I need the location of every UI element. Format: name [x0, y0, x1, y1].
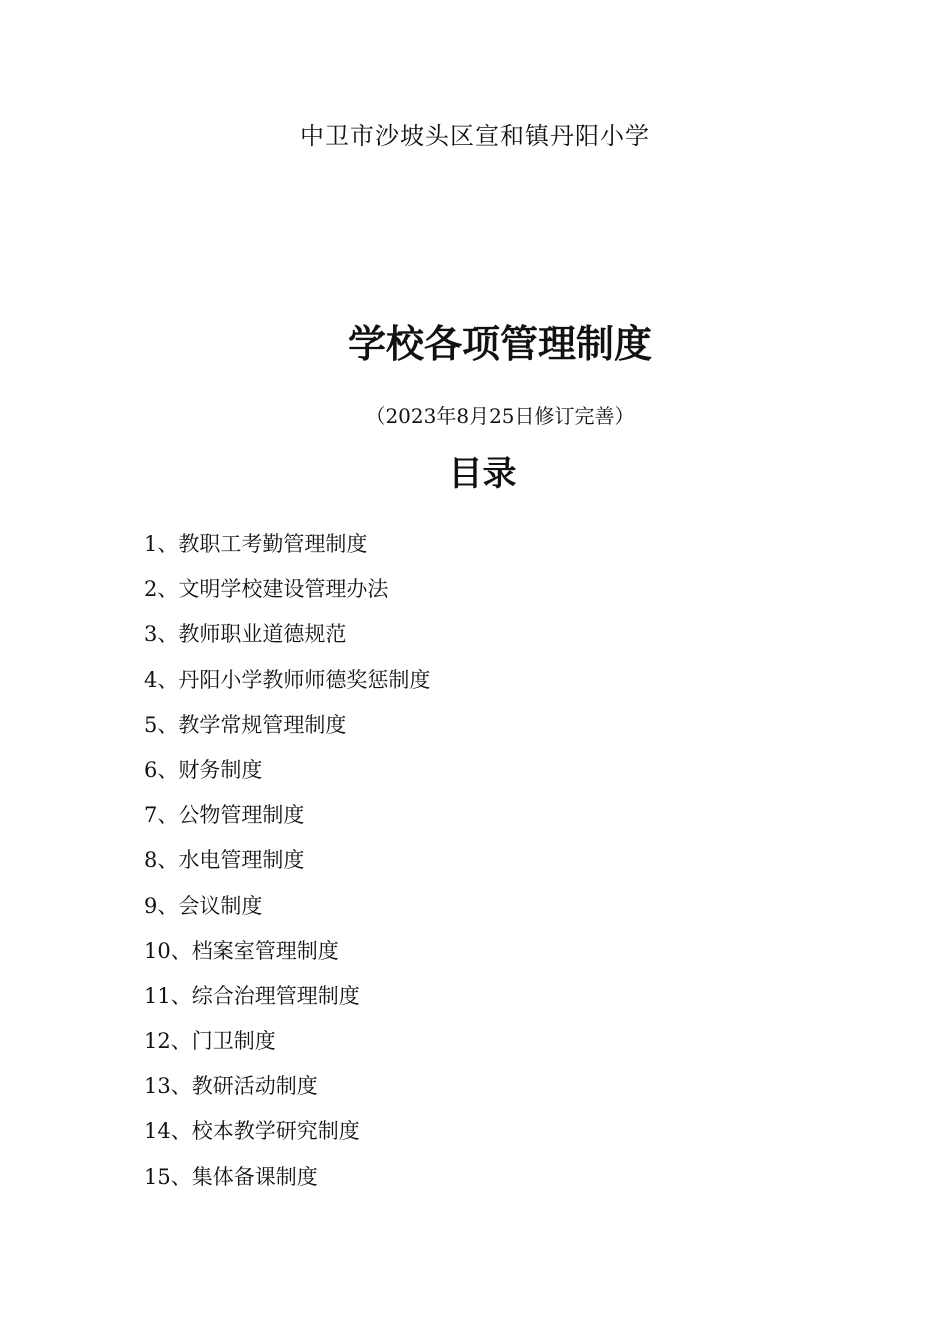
toc-item-2: 2、文明学校建设管理办法	[144, 577, 389, 602]
toc-item-3: 3、教师职业道德规范	[144, 622, 347, 647]
toc-item-13: 13、教研活动制度	[144, 1074, 318, 1099]
toc-list	[144, 522, 430, 1200]
toc-item-14: 14、校本教学研究制度	[144, 1119, 360, 1144]
toc-item-10: 10、档案室管理制度	[144, 938, 339, 963]
document-title: 学校各项管理制度	[347, 321, 652, 366]
toc-item-9: 9、会议制度	[144, 893, 263, 918]
toc-heading: 目录	[448, 454, 517, 494]
toc-item-6: 6、财务制度	[144, 757, 263, 782]
toc-item-1: 1、教职工考勤管理制度	[144, 532, 368, 556]
toc-item-8: 8、水电管理制度	[144, 848, 305, 873]
revision-note: （2023年8月25日修订完善）	[365, 404, 635, 428]
toc-item-15: 15、集体备课制度	[144, 1164, 318, 1189]
toc-item-12: 12、门卫制度	[144, 1029, 276, 1054]
school-name: 中卫市沙坡头区宣和镇丹阳小学	[300, 122, 650, 150]
toc-item-11: 11、综合治理管理制度	[144, 983, 360, 1008]
toc-item-4: 4、丹阳小学教师师德奖惩制度	[144, 667, 431, 692]
toc-item-5: 5、教学常规管理制度	[144, 712, 347, 737]
toc-item-7: 7、公物管理制度	[144, 803, 305, 828]
